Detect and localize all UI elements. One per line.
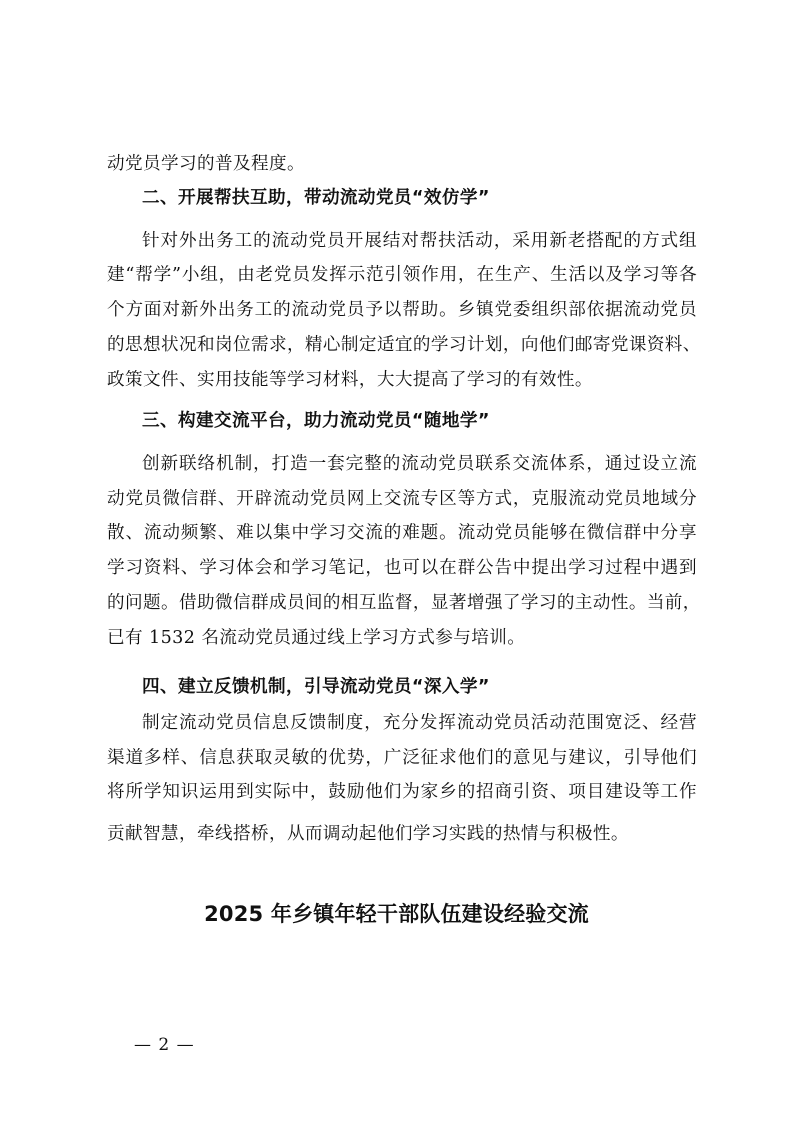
paragraph-line: 动党员学习的普及程度。 — [107, 154, 305, 174]
paragraph-line: 贡献智慧，牵线搭桥，从而调动起他们学习实践的热情与积极性。 — [107, 824, 629, 844]
paragraph-line: 已有 1532 名流动党员通过线上学习方式参与培训。 — [107, 628, 526, 648]
section-heading: 四、建立反馈机制，引导流动党员“深入学” — [142, 677, 490, 697]
section-heading: 三、构建交流平台，助力流动党员“随地学” — [142, 411, 490, 431]
paragraph-line: 渠道多样、信息获取灵敏的优势，广泛征求他们的意见与建议，引导他们 — [107, 748, 697, 768]
paragraph-line: 针对外出务工的流动党员开展结对帮扶活动，采用新老搭配的方式组 — [142, 231, 697, 251]
paragraph-line: 政策文件、实用技能等学习材料，大大提高了学习的有效性。 — [107, 370, 593, 390]
paragraph-line: 制定流动党员信息反馈制度，充分发挥流动党员活动范围宽泛、经营 — [142, 713, 697, 733]
paragraph-line: 学习资料、学习体会和学习笔记，也可以在群公告中提出学习过程中遇到 — [107, 558, 697, 578]
page-number: — 2 — — [134, 1035, 195, 1055]
paragraph-line: 个方面对新外出务工的流动党员予以帮助。乡镇党委组织部依据流动党员 — [107, 300, 697, 320]
paragraph-line: 的问题。借助微信群成员间的相互监督，显著增强了学习的主动性。当前， — [107, 593, 701, 613]
paragraph-line: 建“帮学”小组，由老党员发挥示范引领作用，在生产、生活以及学习等各 — [107, 265, 697, 285]
section-heading: 二、开展帮扶互助，带动流动党员“效仿学” — [142, 188, 490, 208]
paragraph-line: 创新联络机制，打造一套完整的流动党员联系交流体系，通过设立流 — [142, 454, 697, 474]
next-article-title: 2025 年乡镇年轻干部队伍建设经验交流 — [204, 902, 589, 926]
paragraph-line: 将所学知识运用到实际中，鼓励他们为家乡的招商引资、项目建设等工作 — [107, 782, 697, 802]
paragraph-line: 散、流动频繁、难以集中学习交流的难题。流动党员能够在微信群中分享 — [107, 523, 697, 543]
paragraph-line: 的思想状况和岗位需求，精心制定适宜的学习计划，向他们邮寄党课资料、 — [107, 335, 701, 355]
paragraph-line: 动党员微信群、开辟流动党员网上交流专区等方式，克服流动党员地域分 — [107, 489, 697, 509]
